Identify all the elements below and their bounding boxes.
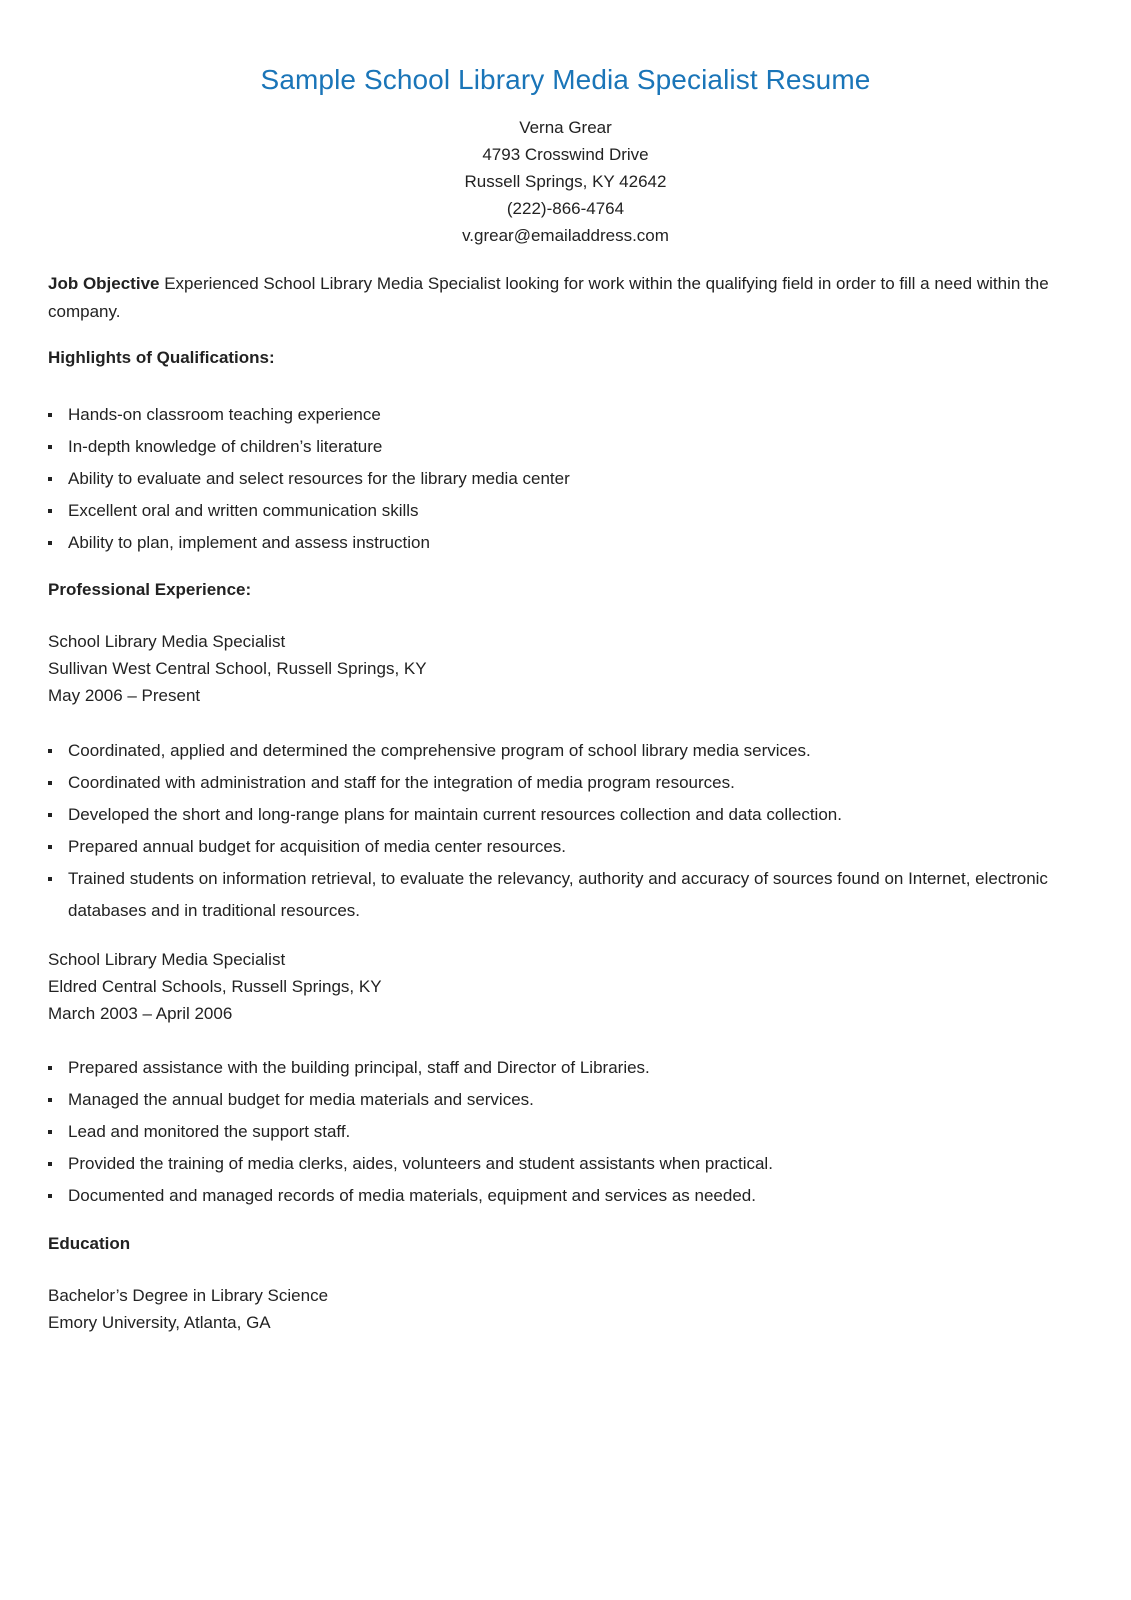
contact-email: v.grear@emailaddress.com (462, 226, 669, 245)
job-employer: Eldred Central Schools, Russell Springs, KY (48, 977, 382, 996)
job-title: School Library Media Specialist (48, 950, 286, 969)
list-item: Provided the training of media clerks, aides, volunteers and student assistants when practical. (48, 1148, 1088, 1180)
list-item: Trained students on information retrieval, to evaluate the relevancy, authority and accuracy of sources found on Internet, electronic databases and in traditional resources. (48, 863, 1088, 927)
experience-heading: Professional Experience: (48, 580, 252, 599)
resume-title: Sample School Library Media Specialist Resume (260, 64, 871, 95)
list-item: In-depth knowledge of children’s literature (48, 431, 1088, 463)
job-objective (48, 270, 1098, 326)
education-heading: Education (48, 1234, 131, 1253)
job-header (48, 628, 427, 709)
list-item: Ability to evaluate and select resources for the library media center (48, 463, 1088, 495)
job-employer: Sullivan West Central School, Russell Springs, KY (48, 659, 427, 678)
education-school: Emory University, Atlanta, GA (48, 1313, 271, 1332)
job-duties-list (48, 1052, 1088, 1212)
job-title: School Library Media Specialist (48, 632, 286, 651)
contact-block (0, 114, 1131, 249)
list-item: Excellent oral and written communication skills (48, 495, 1088, 527)
list-item: Hands-on classroom teaching experience (48, 399, 1088, 431)
job-objective-label: Job Objective (48, 274, 160, 293)
list-item: Prepared assistance with the building principal, staff and Director of Libraries. (48, 1052, 1088, 1084)
contact-street: 4793 Crosswind Drive (482, 145, 649, 164)
job-objective-text: Experienced School Library Media Specialist looking for work within the qualifying field in order to fill a need within the company. (48, 274, 1049, 321)
job-header (48, 946, 382, 1027)
list-item: Managed the annual budget for media materials and services. (48, 1084, 1088, 1116)
education-block (48, 1282, 328, 1336)
contact-name: Verna Grear (519, 118, 612, 137)
job-dates: March 2003 – April 2006 (48, 1004, 233, 1023)
job-duties-list (48, 735, 1088, 927)
list-item: Lead and monitored the support staff. (48, 1116, 1088, 1148)
highlights-heading: Highlights of Qualifications: (48, 348, 275, 367)
list-item: Prepared annual budget for acquisition of media center resources. (48, 831, 1088, 863)
job-dates: May 2006 – Present (48, 686, 201, 705)
list-item: Ability to plan, implement and assess instruction (48, 527, 1088, 559)
contact-phone: (222)-866-4764 (506, 199, 625, 218)
list-item: Documented and managed records of media materials, equipment and services as needed. (48, 1180, 1088, 1212)
list-item: Developed the short and long-range plans for maintain current resources collection and data collection. (48, 799, 1088, 831)
list-item: Coordinated with administration and staff for the integration of media program resources. (48, 767, 1088, 799)
contact-city: Russell Springs, KY 42642 (464, 172, 667, 191)
list-item: Coordinated, applied and determined the comprehensive program of school library media services. (48, 735, 1088, 767)
education-degree: Bachelor’s Degree in Library Science (48, 1286, 329, 1305)
highlights-list (48, 399, 1088, 559)
